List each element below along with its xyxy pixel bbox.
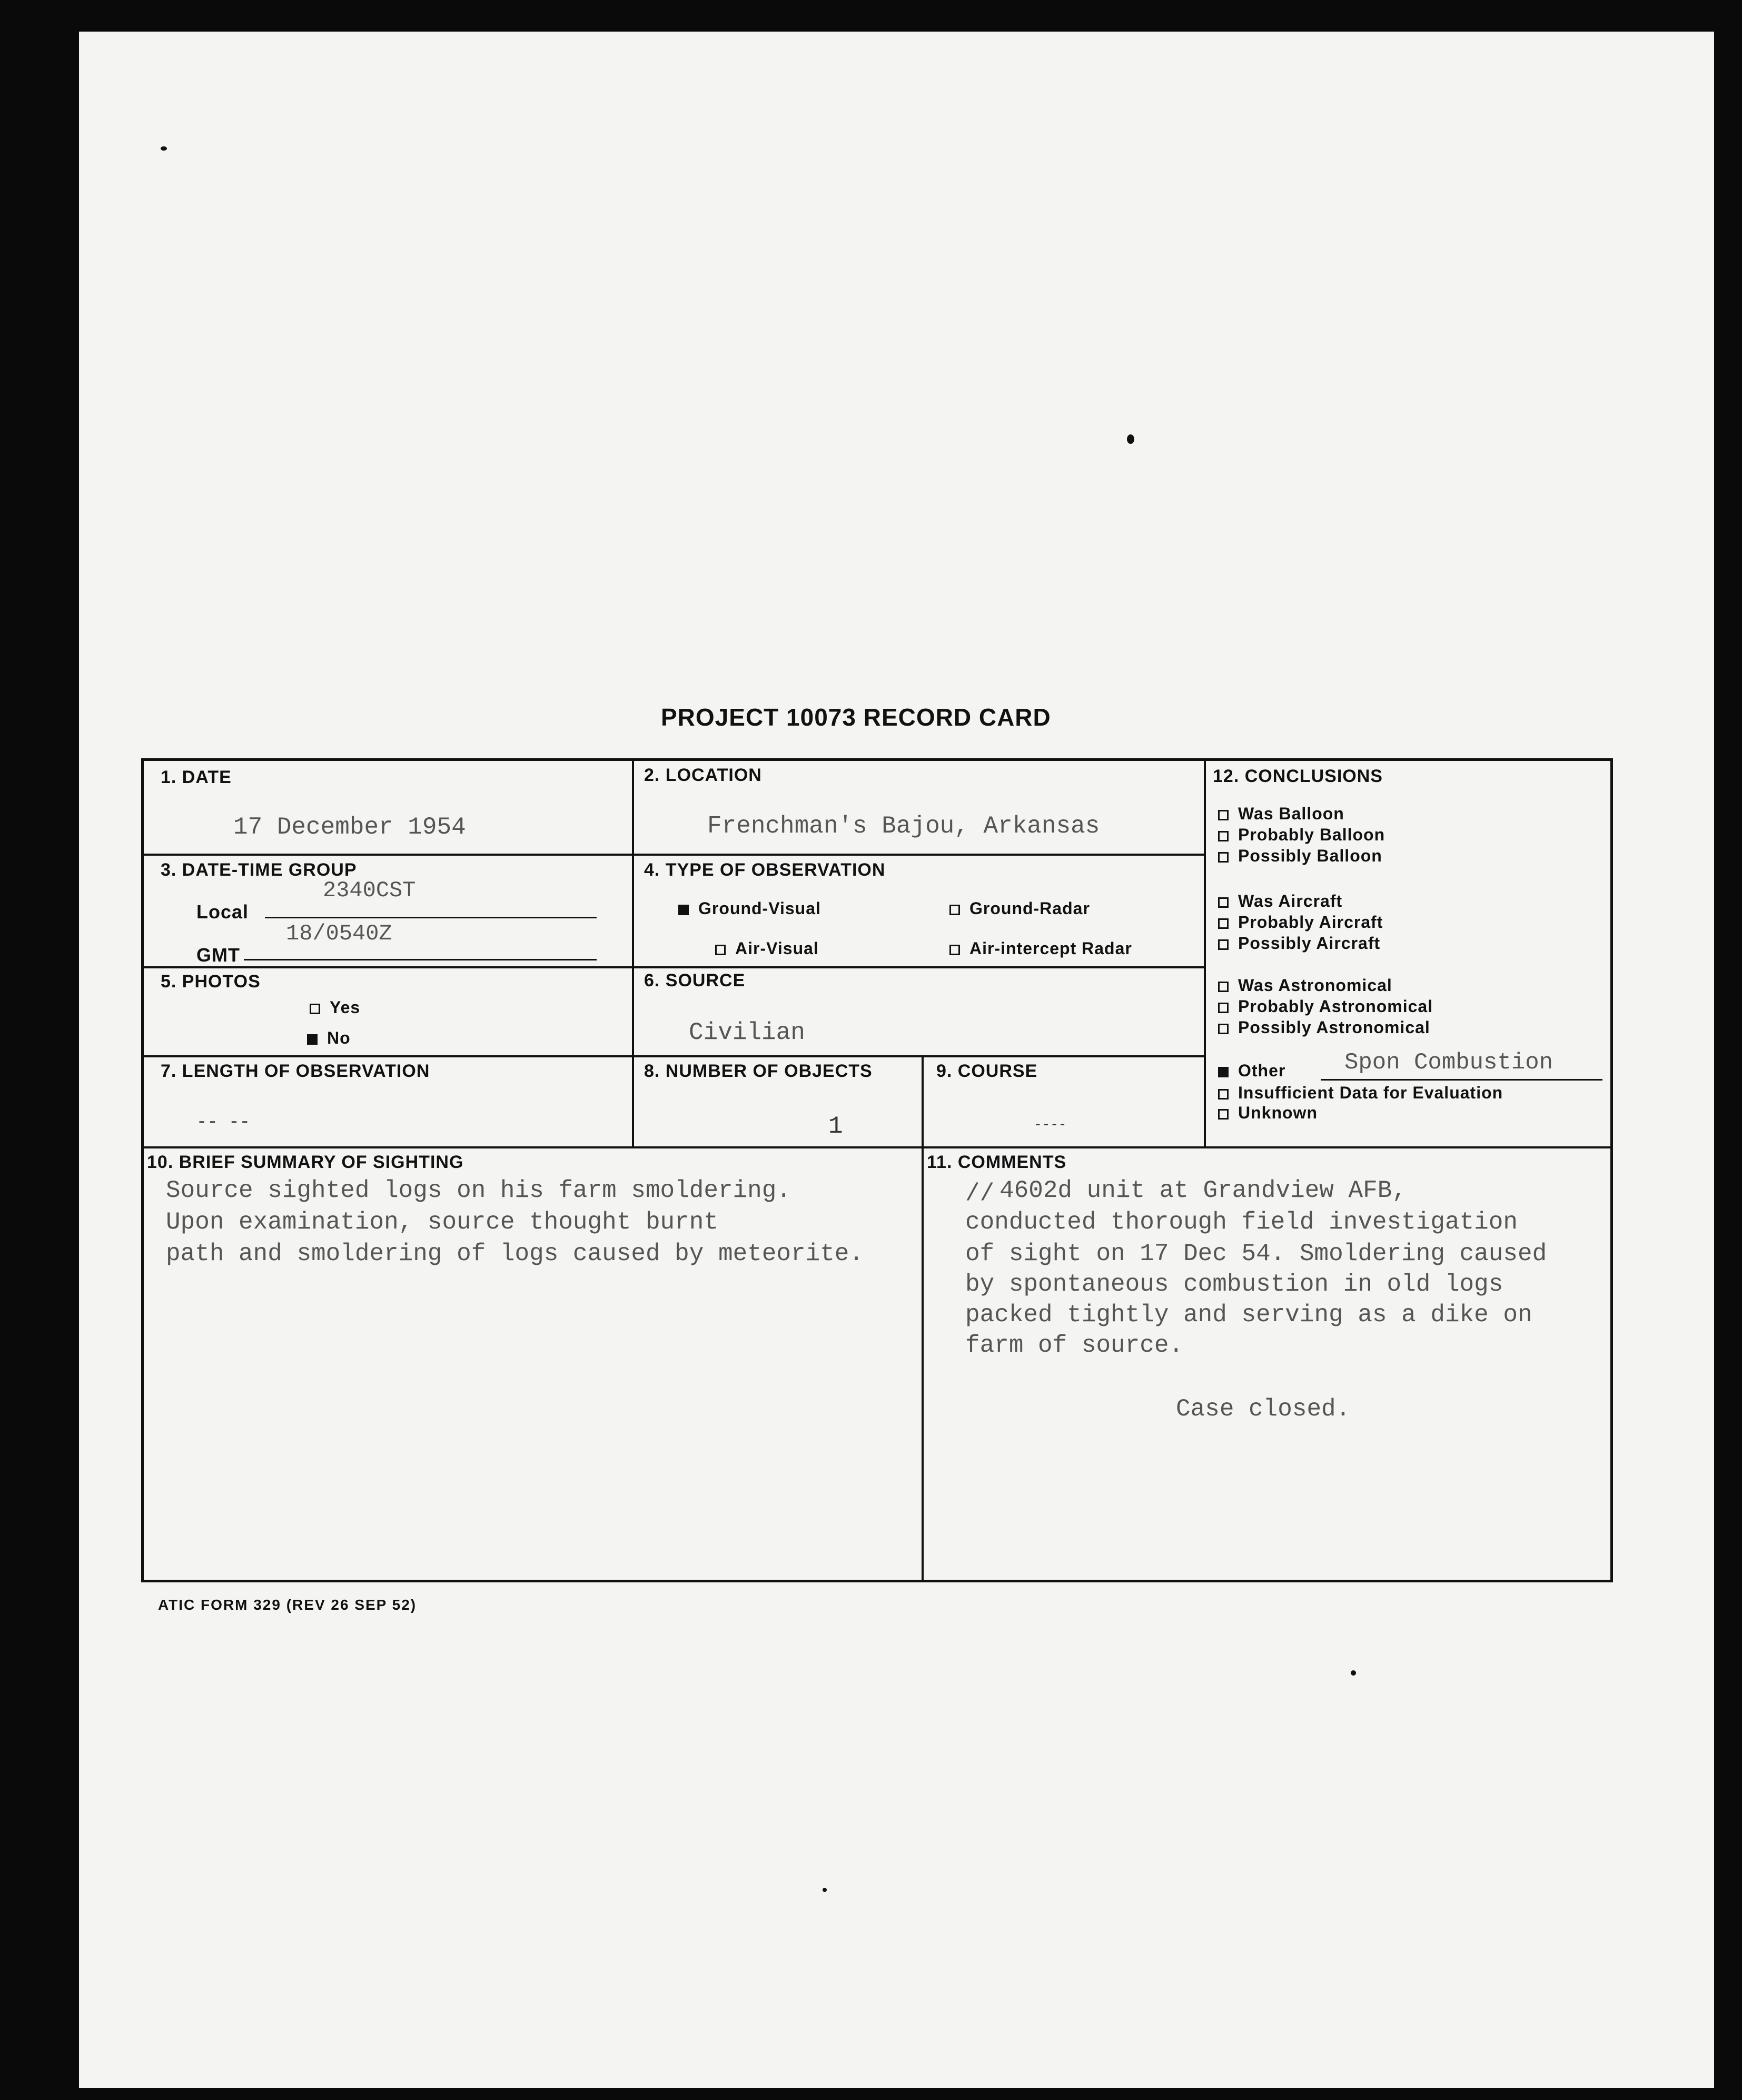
option-label: Ground-Visual xyxy=(698,899,821,918)
divider xyxy=(144,966,1206,968)
option-label: Unknown xyxy=(1238,1103,1318,1122)
divider xyxy=(144,1055,1206,1057)
option-label: Was Astronomical xyxy=(1238,976,1392,995)
photos-no[interactable] xyxy=(307,1028,351,1048)
checkbox[interactable] xyxy=(949,945,960,955)
comments-line: 4602d unit at Grandview AFB, xyxy=(999,1177,1407,1204)
checkbox[interactable] xyxy=(1218,852,1229,863)
photos-yes[interactable] xyxy=(310,998,360,1017)
summary-line: Upon examination, source thought burnt xyxy=(166,1209,718,1236)
comments-line: farm of source. xyxy=(965,1332,1184,1359)
option-label: Probably Aircraft xyxy=(1238,913,1383,932)
local-underline xyxy=(265,917,597,918)
divider xyxy=(144,854,1206,856)
option-label: Possibly Astronomical xyxy=(1238,1018,1430,1037)
checkbox[interactable] xyxy=(1218,1089,1229,1099)
comments-label: 11. COMMENTS xyxy=(927,1152,1067,1172)
option-ground-visual[interactable] xyxy=(678,899,821,918)
checkbox[interactable] xyxy=(1218,982,1229,992)
conclusion-possibly-balloon[interactable] xyxy=(1218,846,1382,866)
photos-label: 5. PHOTOS xyxy=(161,972,261,992)
date-time-group-label: 3. DATE-TIME GROUP xyxy=(161,860,357,880)
checkbox-checked[interactable] xyxy=(678,905,689,915)
length-value: -- -- xyxy=(196,1113,251,1133)
option-label: Air-intercept Radar xyxy=(969,939,1132,958)
divider xyxy=(1204,761,1206,1146)
comments-line: packed tightly and serving as a dike on xyxy=(965,1301,1532,1329)
record-card xyxy=(141,758,1613,1582)
conclusion-other-value: Spon Combustion xyxy=(1344,1049,1553,1076)
type-of-observation-label: 4. TYPE OF OBSERVATION xyxy=(644,860,886,880)
option-ground-radar[interactable] xyxy=(949,899,1090,918)
gmt-underline xyxy=(244,959,597,960)
local-value: 2340CST xyxy=(323,878,416,903)
conclusion-probably-astronomical[interactable] xyxy=(1218,997,1433,1016)
summary-label: 10. BRIEF SUMMARY OF SIGHTING xyxy=(147,1152,464,1172)
film-speck xyxy=(1127,434,1134,444)
film-speck xyxy=(1351,1670,1356,1676)
gmt-label: GMT xyxy=(196,944,240,966)
film-speck xyxy=(161,146,167,151)
divider xyxy=(922,1057,924,1582)
checkbox[interactable] xyxy=(1218,939,1229,950)
option-label: No xyxy=(327,1028,351,1047)
conclusion-probably-aircraft[interactable] xyxy=(1218,913,1383,932)
checkbox[interactable] xyxy=(1218,1024,1229,1034)
checkbox[interactable] xyxy=(949,905,960,915)
local-label: Local xyxy=(196,901,249,923)
summary-line: path and smoldering of logs caused by meteorite. xyxy=(166,1240,864,1267)
option-label: Insufficient Data for Evaluation xyxy=(1238,1083,1503,1102)
number-of-objects-label: 8. NUMBER OF OBJECTS xyxy=(644,1061,873,1081)
option-label: Probably Astronomical xyxy=(1238,997,1433,1016)
summary-line: Source sighted logs on his farm smoldering. xyxy=(166,1177,791,1204)
strikeout-mark: // xyxy=(965,1180,995,1207)
source-value: Civilian xyxy=(689,1019,805,1046)
conclusion-possibly-astronomical[interactable] xyxy=(1218,1018,1430,1037)
date-label: 1. DATE xyxy=(161,767,232,787)
other-underline xyxy=(1321,1079,1602,1081)
checkbox-checked[interactable] xyxy=(1218,1067,1229,1077)
conclusions-label: 12. CONCLUSIONS xyxy=(1213,766,1383,786)
form-number: ATIC FORM 329 (REV 26 SEP 52) xyxy=(158,1597,417,1613)
conclusion-was-balloon[interactable] xyxy=(1218,804,1344,824)
comments-line: of sight on 17 Dec 54. Smoldering caused xyxy=(965,1240,1547,1267)
card-title: PROJECT 10073 RECORD CARD xyxy=(661,704,1051,731)
date-value: 17 December 1954 xyxy=(233,814,466,841)
conclusion-other[interactable] xyxy=(1218,1061,1285,1081)
divider xyxy=(632,761,634,1146)
checkbox[interactable] xyxy=(1218,1109,1229,1120)
option-label: Possibly Balloon xyxy=(1238,846,1382,865)
conclusion-unknown[interactable] xyxy=(1218,1103,1318,1123)
conclusion-insufficient-data[interactable] xyxy=(1218,1083,1503,1103)
location-value: Frenchman's Bajou, Arkansas xyxy=(707,813,1100,840)
length-label: 7. LENGTH OF OBSERVATION xyxy=(161,1061,430,1081)
option-label: Probably Balloon xyxy=(1238,825,1385,844)
checkbox-checked[interactable] xyxy=(307,1034,318,1045)
conclusion-was-astronomical[interactable] xyxy=(1218,976,1392,995)
checkbox[interactable] xyxy=(1218,1003,1229,1013)
course-label: 9. COURSE xyxy=(936,1061,1038,1081)
option-label: Yes xyxy=(330,998,361,1017)
checkbox[interactable] xyxy=(1218,918,1229,929)
option-label: Was Aircraft xyxy=(1238,891,1343,910)
location-label: 2. LOCATION xyxy=(644,765,762,785)
checkbox[interactable] xyxy=(715,945,726,955)
source-label: 6. SOURCE xyxy=(644,970,746,990)
divider xyxy=(144,1146,1613,1148)
option-label: Air-Visual xyxy=(735,939,819,958)
option-label: Other xyxy=(1238,1061,1286,1080)
option-label: Possibly Aircraft xyxy=(1238,934,1381,953)
option-label: Ground-Radar xyxy=(969,899,1090,918)
comments-line: by spontaneous combustion in old logs xyxy=(965,1271,1503,1298)
checkbox[interactable] xyxy=(1218,810,1229,820)
conclusion-possibly-aircraft[interactable] xyxy=(1218,934,1380,953)
comments-line: conducted thorough field investigation xyxy=(965,1209,1518,1236)
checkbox[interactable] xyxy=(1218,897,1229,908)
checkbox[interactable] xyxy=(1218,831,1229,841)
course-value: ---- xyxy=(1034,1117,1067,1133)
film-speck xyxy=(823,1888,827,1892)
comments-closing: Case closed. xyxy=(1176,1395,1351,1423)
option-air-intercept-radar[interactable] xyxy=(949,939,1132,958)
checkbox[interactable] xyxy=(310,1004,320,1014)
conclusion-probably-balloon[interactable] xyxy=(1218,825,1385,845)
number-of-objects-value: 1 xyxy=(828,1113,843,1140)
conclusion-was-aircraft[interactable] xyxy=(1218,891,1342,911)
option-label: Was Balloon xyxy=(1238,804,1344,823)
gmt-value: 18/0540Z xyxy=(286,921,392,946)
option-air-visual[interactable] xyxy=(715,939,819,958)
